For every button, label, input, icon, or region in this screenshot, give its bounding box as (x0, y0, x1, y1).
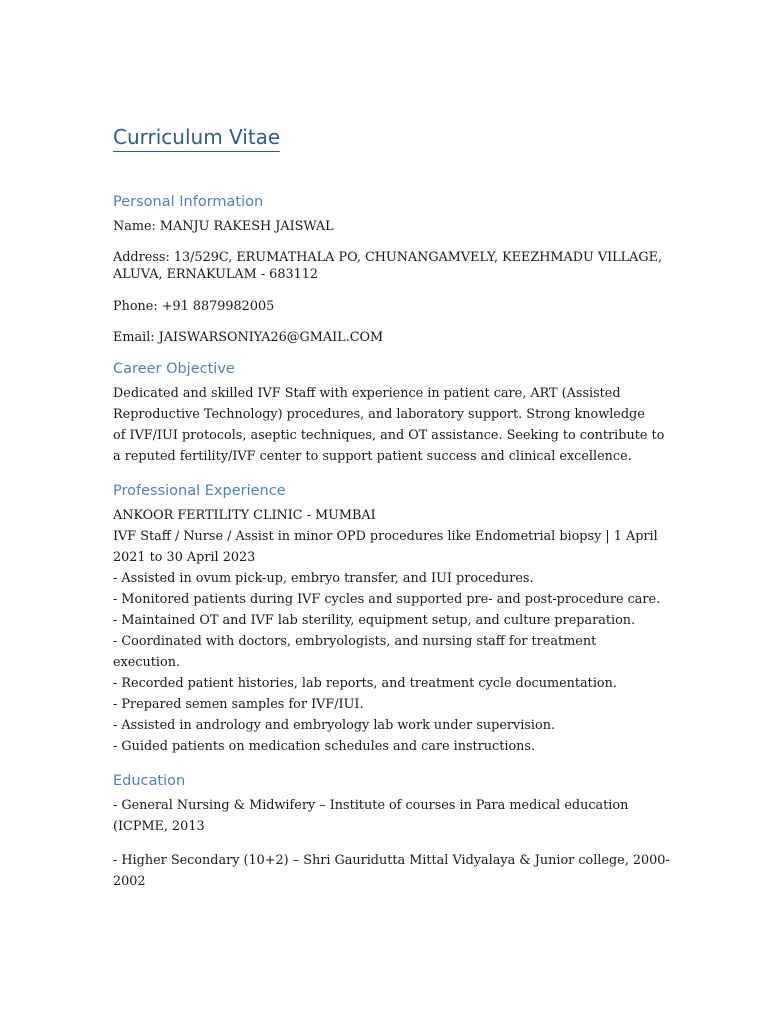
role-dates-line: 2021 to 30 April 2023 (113, 550, 256, 565)
duty-line: - Coordinated with doctors, embryologists, and nursing staff for treatment (113, 634, 597, 649)
duty-line: - Guided patients on medication schedules and care instructions. (113, 739, 536, 754)
education-heading: Education (113, 773, 186, 789)
personal-information-heading: Personal Information (113, 194, 264, 210)
name-line: Name: MANJU RAKESH JAISWAL (113, 219, 334, 234)
duty-line: - Maintained OT and IVF lab sterility, equipment setup, and culture preparation. (113, 613, 636, 628)
objective-line: Reproductive Technology) procedures, and laboratory support. Strong knowledge (113, 407, 645, 422)
duty-line: execution. (113, 655, 181, 670)
duty-line: - Assisted in ovum pick-up, embryo transfer, and IUI procedures. (113, 571, 534, 586)
objective-line: a reputed fertility/IVF center to support patient success and clinical excellence. (113, 449, 632, 464)
address-line-2: ALUVA, ERNAKULAM - 683112 (113, 267, 319, 282)
education-line: - General Nursing & Midwifery – Institute of courses in Para medical education (113, 798, 629, 813)
education-line: (ICPME, 2013 (113, 819, 205, 834)
email-line: Email: JAISWARSONIYA26@GMAIL.COM (113, 330, 384, 345)
objective-line: of IVF/IUI protocols, aseptic techniques, and OT assistance. Seeking to contribute to (113, 428, 665, 443)
career-objective-heading: Career Objective (113, 361, 235, 377)
document-title: Curriculum Vitae (113, 124, 280, 152)
education-line: 2002 (113, 874, 146, 889)
education-line: - Higher Secondary (10+2) – Shri Gauridutta Mittal Vidyalaya & Junior college, 2000- (113, 853, 670, 868)
duty-line: - Assisted in andrology and embryology lab work under supervision. (113, 718, 556, 733)
duty-line: - Prepared semen samples for IVF/IUI. (113, 697, 364, 712)
objective-line: Dedicated and skilled IVF Staff with experience in patient care, ART (Assisted (113, 386, 621, 401)
duty-line: - Recorded patient histories, lab reports, and treatment cycle documentation. (113, 676, 617, 691)
role-line: IVF Staff / Nurse / Assist in minor OPD procedures like Endometrial biopsy | 1 April (113, 529, 658, 544)
phone-line: Phone: +91 8879982005 (113, 299, 275, 314)
professional-experience-heading: Professional Experience (113, 483, 286, 499)
duty-line: - Monitored patients during IVF cycles and supported pre- and post-procedure care. (113, 592, 661, 607)
employer-line: ANKOOR FERTILITY CLINIC - MUMBAI (113, 508, 376, 523)
address-line-1: Address: 13/529C, ERUMATHALA PO, CHUNANGAMVELY, KEEZHMADU VILLAGE, (113, 250, 663, 265)
